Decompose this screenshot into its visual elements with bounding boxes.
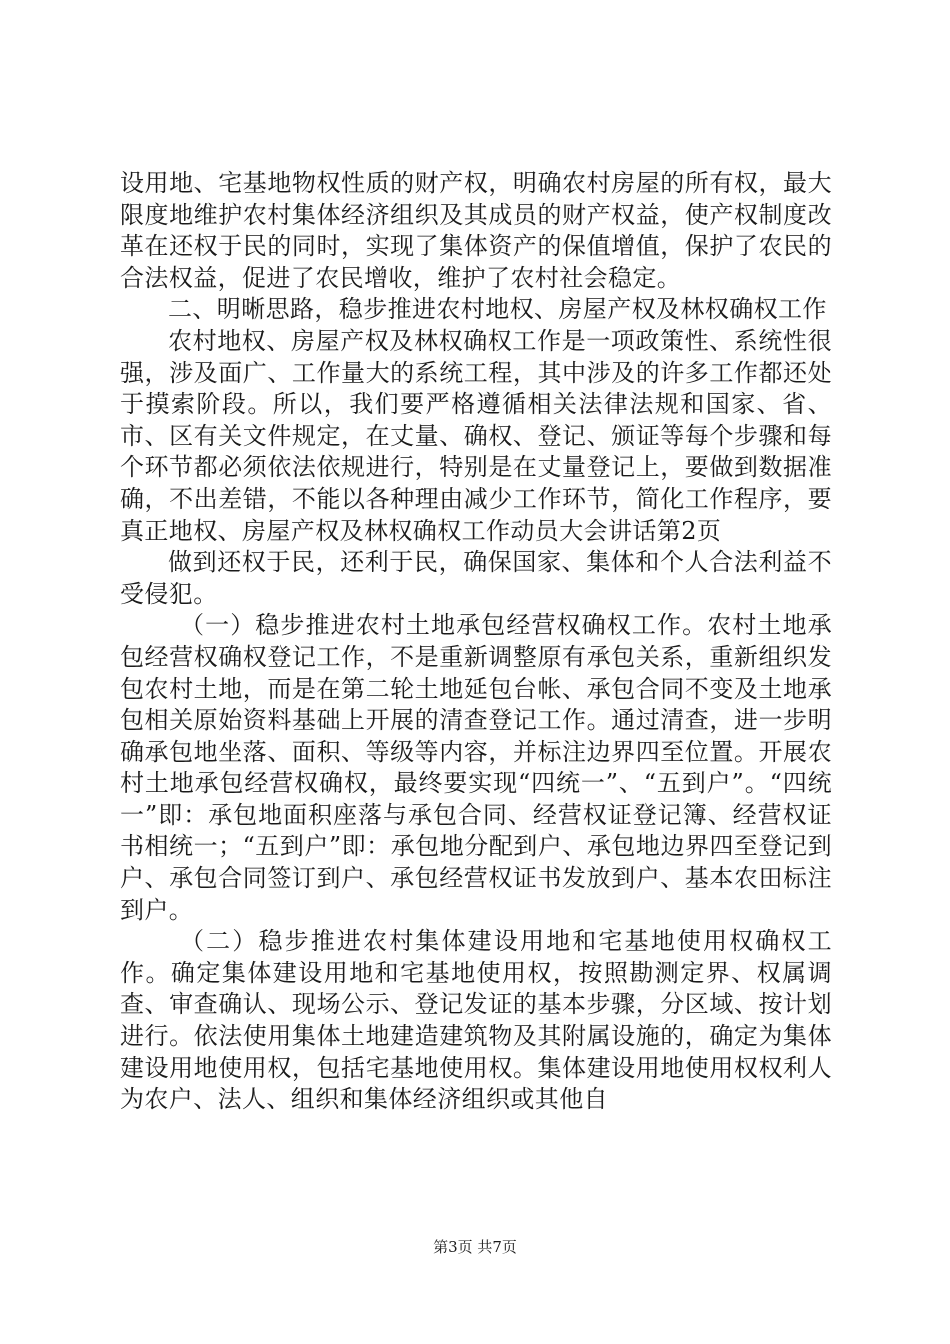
- page-number-footer: 第3页 共7页: [433, 1238, 517, 1256]
- paragraph-item-1: （一）稳步推进农村土地承包经营权确权工作。农村土地承包经营权确权登记工作，不是重新调整原有承包关系，重新组织发包农村土地，而是在第二轮土地延包台帐、承包合同不变及土地承包相关原始资料基础上开展的清查登记工作。通过清查，进一步明确承包地坐落、面积、等级等内容，并标注边界四至位置。开展农村土地承包经营权确权，最终要实现“四统一”、“五到户”。“四统一”即：承包地面积座落与承包合同、经营权证登记簿、经营权证书相统一；“五到户”即：承包地分配到户、承包地边界四至登记到户、承包合同签订到户、承包经营权证书发放到户、基本农田标注到户。: [120, 611, 832, 924]
- paragraph: 做到还权于民，还利于民，确保国家、集体和个人合法利益不受侵犯。: [120, 548, 832, 608]
- paragraph: 农村地权、房屋产权及林权确权工作是一项政策性、系统性很强，涉及面广、工作量大的系统工程，其中涉及的许多工作都还处于摸索阶段。所以，我们要严格遵循相关法律法规和国家、省、市、区有关文件规定，在丈量、确权、登记、颁证等每个步骤和每个环节都必须依法依规进行，特别是在丈量登记上，要做到数据准确，不出差错，不能以各种理由减少工作环节，简化工作程序，要真正地权、房屋产权及林权确权工作动员大会讲话第2页: [120, 326, 832, 545]
- paragraph-continuation: 设用地、宅基地物权性质的财产权，明确农村房屋的所有权，最大限度地维护农村集体经济组织及其成员的财产权益，使产权制度改革在还权于民的同时，实现了集体资产的保值增值，保护了农民的合法权益，促进了农民增收，维护了农村社会稳定。: [120, 169, 832, 292]
- body-text: [120, 168, 832, 1116]
- paragraph-item-2: （二）稳步推进农村集体建设用地和宅基地使用权确权工作。确定集体建设用地和宅基地使用权，按照勘测定界、权属调查、审查确认、现场公示、登记发证的基本步骤，分区域、按计划进行。依法使用集体土地建造建筑物及其附属设施的，确定为集体建设用地使用权，包括宅基地使用权。集体建设用地使用权权利人为农户、法人、组织和集体经济组织或其他自: [120, 927, 832, 1114]
- section-heading: 二、明晰思路，稳步推进农村地权、房屋产权及林权确权工作: [168, 295, 827, 324]
